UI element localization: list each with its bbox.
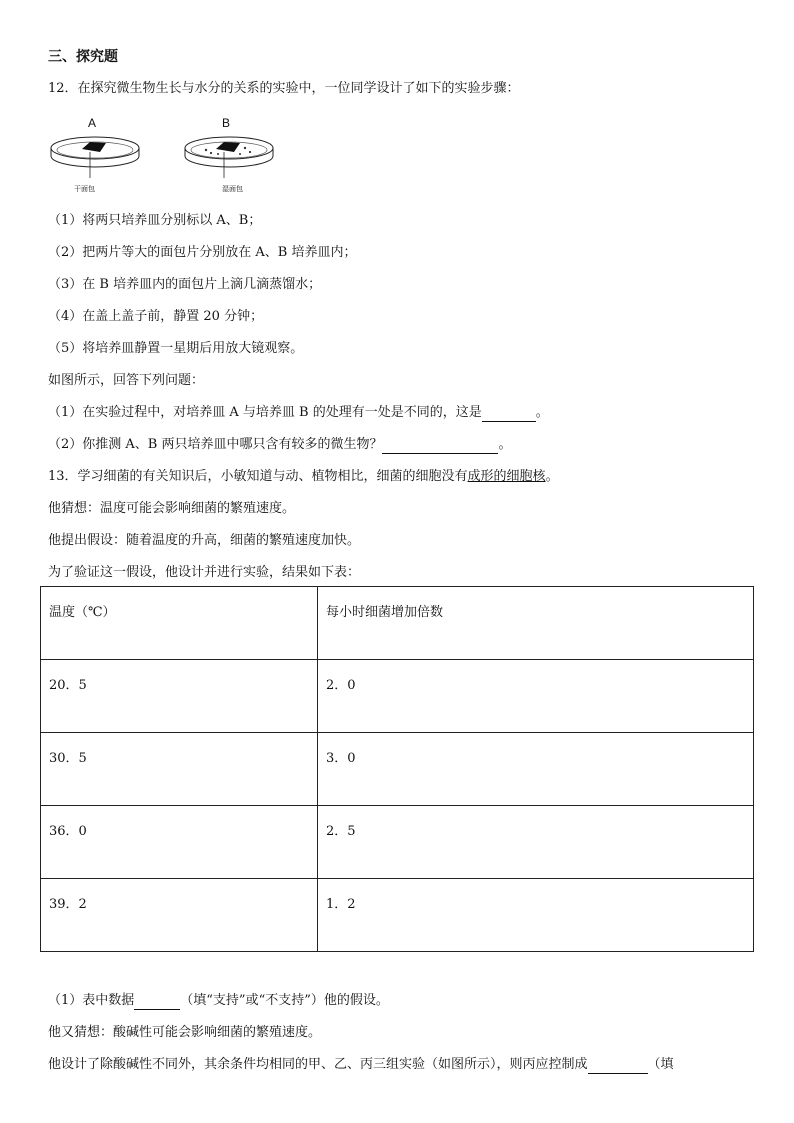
- q13-guess-2: 他又猜想：酸碱性可能会影响细菌的繁殖速度。: [48, 1025, 322, 1040]
- q12-sub2-answer-blank[interactable]: [382, 439, 498, 454]
- q12-sub2: [48, 436, 754, 454]
- table-row: [41, 733, 754, 806]
- dish-a-label: A: [88, 116, 97, 130]
- table-cell-rate: 2．5: [318, 806, 754, 879]
- q12-sub1: [48, 404, 754, 422]
- q13-last-end: （填: [647, 1057, 674, 1072]
- table-cell-temperature: 39．2: [41, 879, 318, 952]
- table-header-row: [41, 587, 754, 660]
- q13-sub1-end: （填“支持”或“不支持”）他的假设。: [180, 993, 389, 1008]
- table-cell-temperature: 30．5: [41, 733, 318, 806]
- petri-dish-b-drawing: [182, 112, 282, 184]
- dish-a-caption: 干面包: [74, 185, 95, 193]
- q13-sub1: [48, 992, 754, 1010]
- table-header-rate: 每小时细菌增加倍数: [318, 587, 754, 660]
- petri-dish-figure: [48, 112, 754, 198]
- q12-step-1: （1）将两只培养皿分别标以 A、B；: [48, 213, 262, 228]
- q13-sub1-text: （1）表中数据: [48, 993, 135, 1008]
- section-title: 三、探究题: [48, 49, 118, 65]
- q13-sub1-answer-blank[interactable]: [134, 995, 180, 1010]
- q13-design: 为了验证这一假设，他设计并进行实验，结果如下表：: [48, 565, 361, 580]
- q12-prompt: 如图所示，回答下列问题：: [48, 373, 205, 388]
- table-cell-temperature: 36．0: [41, 806, 318, 879]
- table-cell-rate: 3．0: [318, 733, 754, 806]
- q12-sub2-end: 。: [498, 437, 512, 452]
- q13-last-answer-blank[interactable]: [588, 1059, 648, 1074]
- q12-sub1-end: 。: [535, 405, 549, 420]
- q12-step-4: （4）在盖上盖子前，静置 20 分钟；: [48, 309, 264, 324]
- dish-b-caption: 湿面包: [222, 185, 243, 193]
- table-row: [41, 660, 754, 733]
- table-row: [41, 806, 754, 879]
- temperature-table: [40, 586, 754, 952]
- q12-sub1-text: （1）在实验过程中，对培养皿 A 与培养皿 B 的处理有一处是不同的，这是: [48, 405, 482, 420]
- table-cell-rate: 1．2: [318, 879, 754, 952]
- table-cell-rate: 2．0: [318, 660, 754, 733]
- q13-guess-1: 他猜想：温度可能会影响细菌的繁殖速度。: [48, 501, 296, 516]
- q12-step-2: （2）把两片等大的面包片分别放在 A、B 培养皿内；: [48, 245, 357, 260]
- q13-hypothesis: 他提出假设：随着温度的升高，细菌的繁殖速度加快。: [48, 533, 361, 548]
- q12-step-5: （5）将培养皿静置一星期后用放大镜观察。: [48, 341, 304, 356]
- q12-stem: 12．在探究微生物生长与水分的关系的实验中，一位同学设计了如下的实验步骤：: [48, 81, 520, 96]
- q13-last-line: [48, 1056, 754, 1074]
- q13-stem-text: 13．学习细菌的有关知识后，小敏知道与动、植物相比，细菌的细胞没有: [48, 469, 468, 484]
- q13-stem-underlined: 成形的细胞核: [467, 469, 546, 484]
- q12-sub2-text: （2）你推测 A、B 两只培养皿中哪只含有较多的微生物？: [48, 437, 383, 452]
- q12-step-3: （3）在 B 培养皿内的面包片上滴几滴蒸馏水；: [48, 277, 322, 292]
- petri-dish-a-drawing: [48, 112, 148, 184]
- table-row: [41, 879, 754, 952]
- dish-b-label: B: [222, 116, 231, 130]
- worksheet-page: [48, 48, 754, 1088]
- table-header-temperature: 温度（℃）: [41, 587, 318, 660]
- q12-sub1-answer-blank[interactable]: [482, 407, 536, 422]
- q13-last-text: 他设计了除酸碱性不同外，其余条件均相同的甲、乙、丙三组实验（如图所示），则丙应控制成: [48, 1057, 588, 1072]
- table-cell-temperature: 20．5: [41, 660, 318, 733]
- q13-stem: [48, 468, 754, 486]
- q13-stem-end: 。: [545, 469, 559, 484]
